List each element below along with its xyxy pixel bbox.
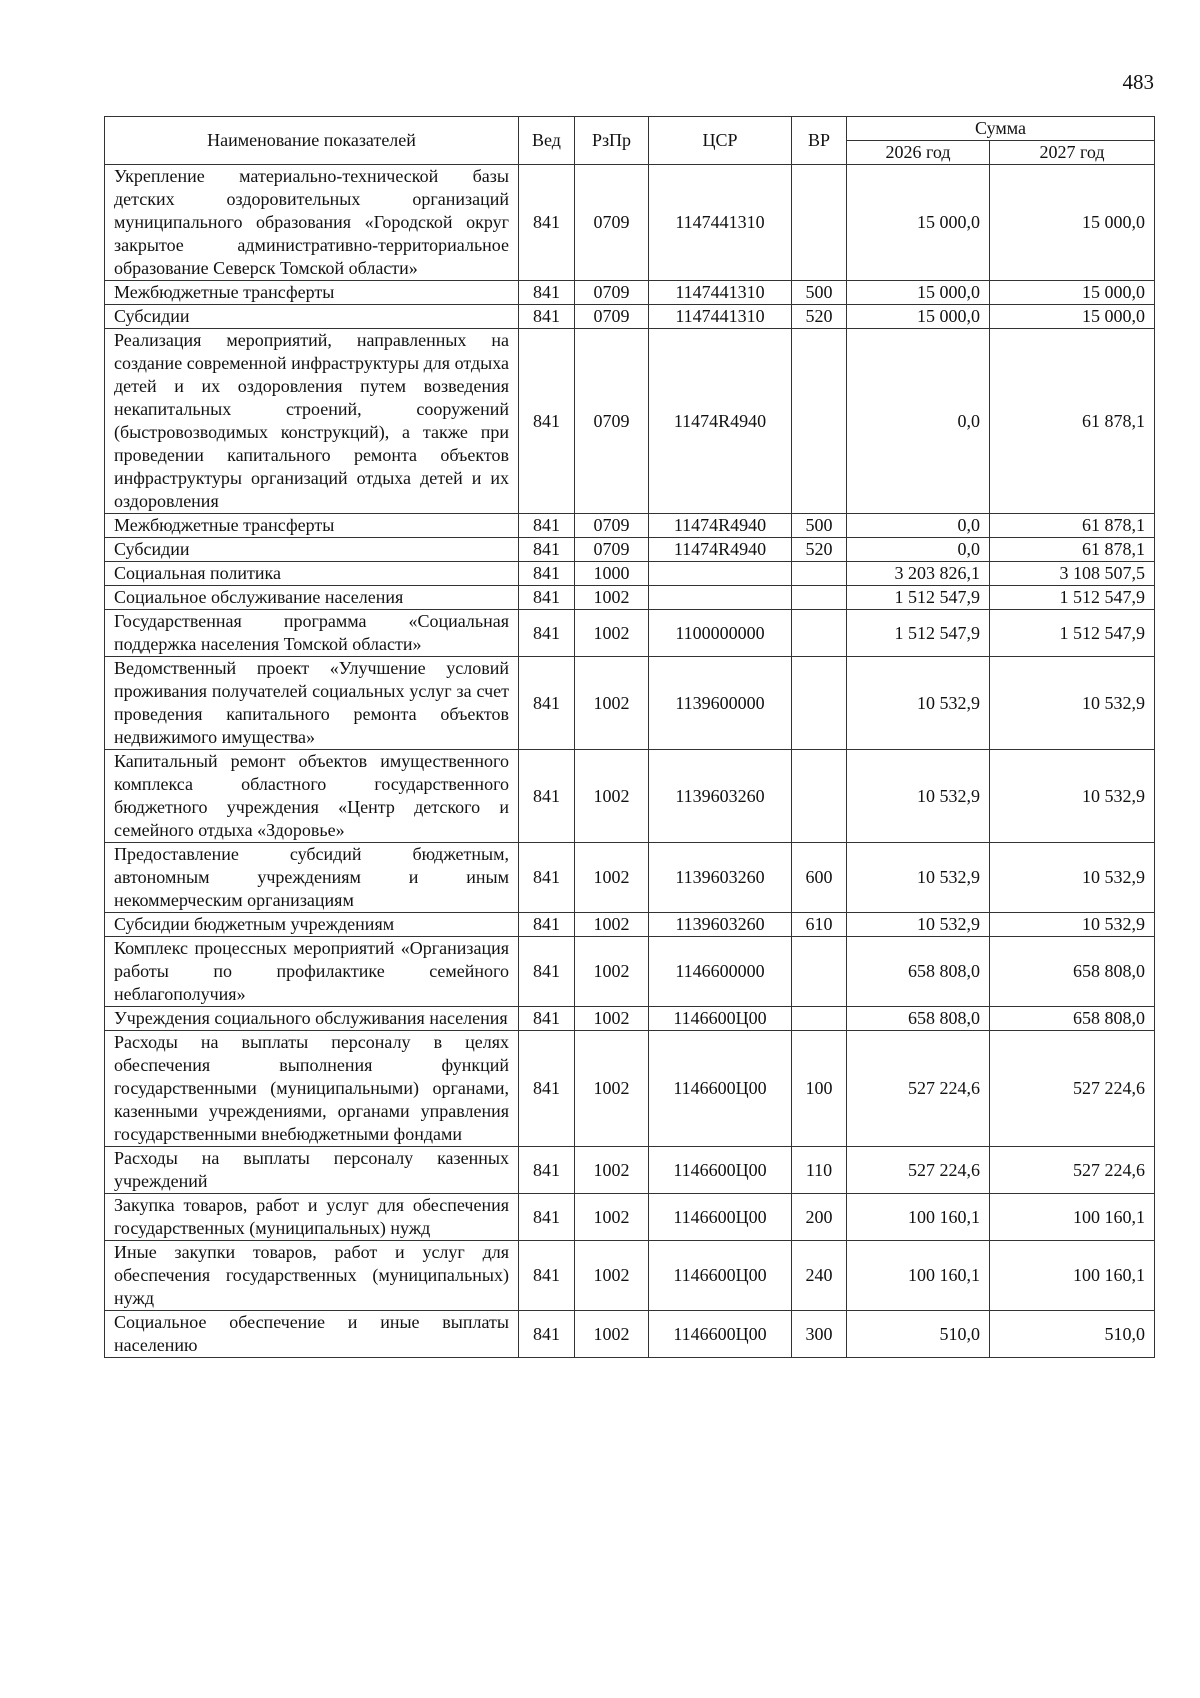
cell-csr: 1146600Ц00 xyxy=(649,1311,792,1358)
cell-sum-2026: 100 160,1 xyxy=(847,1194,990,1241)
cell-rzpr: 0709 xyxy=(575,165,649,281)
cell-csr: 1139600000 xyxy=(649,657,792,750)
table-row xyxy=(105,913,1155,937)
table-row xyxy=(105,750,1155,843)
cell-sum-2026: 510,0 xyxy=(847,1311,990,1358)
cell-sum-2027: 510,0 xyxy=(990,1311,1155,1358)
cell-sum-2026: 100 160,1 xyxy=(847,1241,990,1311)
table-row xyxy=(105,843,1155,913)
cell-name: Ведомственный проект «Улучшение условий проживания получателей социальных услуг за счет проведения капитального ремонта объектов недвижимого имущества» xyxy=(105,657,519,750)
cell-csr: 1146600Ц00 xyxy=(649,1147,792,1194)
cell-name: Социальное обслуживание населения xyxy=(105,586,519,610)
table-row xyxy=(105,937,1155,1007)
cell-ved: 841 xyxy=(519,657,575,750)
table-row xyxy=(105,586,1155,610)
cell-sum-2026: 15 000,0 xyxy=(847,165,990,281)
table-row xyxy=(105,538,1155,562)
cell-ved: 841 xyxy=(519,1031,575,1147)
header-name: Наименование показателей xyxy=(105,117,519,165)
cell-csr: 1147441310 xyxy=(649,281,792,305)
cell-ved: 841 xyxy=(519,538,575,562)
table-row xyxy=(105,165,1155,281)
cell-rzpr: 1002 xyxy=(575,1241,649,1311)
cell-ved: 841 xyxy=(519,165,575,281)
cell-sum-2026: 15 000,0 xyxy=(847,305,990,329)
cell-rzpr: 0709 xyxy=(575,514,649,538)
cell-name: Субсидии xyxy=(105,538,519,562)
cell-rzpr: 1002 xyxy=(575,657,649,750)
cell-ved: 841 xyxy=(519,843,575,913)
table-row xyxy=(105,610,1155,657)
cell-vr: 100 xyxy=(792,1031,847,1147)
cell-rzpr: 1002 xyxy=(575,937,649,1007)
cell-rzpr: 1002 xyxy=(575,1007,649,1031)
cell-name: Государственная программа «Социальная поддержка населения Томской области» xyxy=(105,610,519,657)
cell-rzpr: 0709 xyxy=(575,281,649,305)
cell-csr: 1139603260 xyxy=(649,913,792,937)
table-row xyxy=(105,657,1155,750)
cell-name: Расходы на выплаты персоналу казенных учреждений xyxy=(105,1147,519,1194)
header-year-2027: 2027 год xyxy=(990,141,1155,165)
table-body xyxy=(105,165,1155,1358)
cell-sum-2027: 10 532,9 xyxy=(990,843,1155,913)
cell-ved: 841 xyxy=(519,562,575,586)
cell-sum-2027: 658 808,0 xyxy=(990,1007,1155,1031)
cell-rzpr: 1002 xyxy=(575,1311,649,1358)
cell-ved: 841 xyxy=(519,329,575,514)
cell-sum-2026: 0,0 xyxy=(847,514,990,538)
cell-csr: 1146600Ц00 xyxy=(649,1241,792,1311)
cell-sum-2027: 527 224,6 xyxy=(990,1031,1155,1147)
cell-ved: 841 xyxy=(519,1147,575,1194)
table-row xyxy=(105,329,1155,514)
cell-sum-2027: 15 000,0 xyxy=(990,165,1155,281)
cell-csr: 11474R4940 xyxy=(649,538,792,562)
cell-sum-2026: 658 808,0 xyxy=(847,1007,990,1031)
cell-sum-2027: 100 160,1 xyxy=(990,1194,1155,1241)
table-row xyxy=(105,1147,1155,1194)
table-row xyxy=(105,514,1155,538)
cell-ved: 841 xyxy=(519,1007,575,1031)
cell-vr xyxy=(792,329,847,514)
cell-vr: 500 xyxy=(792,281,847,305)
cell-sum-2026: 527 224,6 xyxy=(847,1147,990,1194)
cell-csr: 11474R4940 xyxy=(649,514,792,538)
cell-csr xyxy=(649,562,792,586)
cell-csr: 1146600Ц00 xyxy=(649,1007,792,1031)
cell-vr xyxy=(792,1007,847,1031)
cell-rzpr: 1002 xyxy=(575,610,649,657)
cell-name: Межбюджетные трансферты xyxy=(105,514,519,538)
table-header xyxy=(105,117,1155,165)
cell-csr xyxy=(649,586,792,610)
cell-ved: 841 xyxy=(519,1311,575,1358)
cell-ved: 841 xyxy=(519,750,575,843)
cell-sum-2026: 658 808,0 xyxy=(847,937,990,1007)
cell-sum-2027: 61 878,1 xyxy=(990,538,1155,562)
cell-vr: 600 xyxy=(792,843,847,913)
header-sum: Сумма xyxy=(847,117,1155,141)
cell-name: Учреждения социального обслуживания населения xyxy=(105,1007,519,1031)
cell-csr: 1100000000 xyxy=(649,610,792,657)
cell-sum-2026: 1 512 547,9 xyxy=(847,586,990,610)
cell-ved: 841 xyxy=(519,305,575,329)
cell-name: Субсидии xyxy=(105,305,519,329)
cell-sum-2027: 658 808,0 xyxy=(990,937,1155,1007)
cell-sum-2027: 61 878,1 xyxy=(990,329,1155,514)
cell-sum-2027: 3 108 507,5 xyxy=(990,562,1155,586)
cell-rzpr: 1002 xyxy=(575,1147,649,1194)
cell-rzpr: 1002 xyxy=(575,750,649,843)
cell-sum-2027: 527 224,6 xyxy=(990,1147,1155,1194)
cell-sum-2026: 10 532,9 xyxy=(847,657,990,750)
cell-ved: 841 xyxy=(519,281,575,305)
cell-sum-2026: 10 532,9 xyxy=(847,843,990,913)
cell-ved: 841 xyxy=(519,1194,575,1241)
cell-sum-2027: 100 160,1 xyxy=(990,1241,1155,1311)
cell-sum-2027: 10 532,9 xyxy=(990,750,1155,843)
cell-sum-2026: 10 532,9 xyxy=(847,750,990,843)
cell-sum-2026: 0,0 xyxy=(847,538,990,562)
cell-name: Социальное обеспечение и иные выплаты населению xyxy=(105,1311,519,1358)
header-rzpr: РзПр xyxy=(575,117,649,165)
cell-sum-2027: 1 512 547,9 xyxy=(990,586,1155,610)
cell-vr xyxy=(792,562,847,586)
cell-csr: 1147441310 xyxy=(649,165,792,281)
cell-name: Капитальный ремонт объектов имущественного комплекса областного государственного бюджетного учреждения «Центр детского и семейного отдыха «Здоровье» xyxy=(105,750,519,843)
table-row xyxy=(105,1311,1155,1358)
cell-vr: 520 xyxy=(792,538,847,562)
cell-sum-2026: 15 000,0 xyxy=(847,281,990,305)
cell-csr: 1147441310 xyxy=(649,305,792,329)
cell-vr: 240 xyxy=(792,1241,847,1311)
cell-vr xyxy=(792,937,847,1007)
header-ved: Вед xyxy=(519,117,575,165)
cell-csr: 11474R4940 xyxy=(649,329,792,514)
cell-rzpr: 0709 xyxy=(575,329,649,514)
cell-rzpr: 1002 xyxy=(575,913,649,937)
cell-vr: 500 xyxy=(792,514,847,538)
header-csr: ЦСР xyxy=(649,117,792,165)
cell-sum-2027: 61 878,1 xyxy=(990,514,1155,538)
cell-name: Укрепление материально-технической базы детских оздоровительных организаций муниципального образования «Городской округ закрытое административно-территориальное образование Северск Томской области» xyxy=(105,165,519,281)
cell-ved: 841 xyxy=(519,1241,575,1311)
cell-rzpr: 0709 xyxy=(575,305,649,329)
cell-vr: 300 xyxy=(792,1311,847,1358)
cell-vr: 520 xyxy=(792,305,847,329)
table-row xyxy=(105,305,1155,329)
cell-ved: 841 xyxy=(519,514,575,538)
header-year-2026: 2026 год xyxy=(847,141,990,165)
cell-sum-2026: 3 203 826,1 xyxy=(847,562,990,586)
header-vr: ВР xyxy=(792,117,847,165)
table-row xyxy=(105,1194,1155,1241)
cell-sum-2027: 10 532,9 xyxy=(990,657,1155,750)
cell-csr: 1146600000 xyxy=(649,937,792,1007)
cell-vr xyxy=(792,750,847,843)
cell-vr xyxy=(792,165,847,281)
cell-name: Межбюджетные трансферты xyxy=(105,281,519,305)
cell-csr: 1139603260 xyxy=(649,750,792,843)
cell-sum-2026: 10 532,9 xyxy=(847,913,990,937)
cell-ved: 841 xyxy=(519,586,575,610)
cell-rzpr: 1000 xyxy=(575,562,649,586)
cell-rzpr: 1002 xyxy=(575,843,649,913)
cell-rzpr: 0709 xyxy=(575,538,649,562)
cell-sum-2026: 0,0 xyxy=(847,329,990,514)
table-row xyxy=(105,1031,1155,1147)
cell-name: Иные закупки товаров, работ и услуг для обеспечения государственных (муниципальных) нужд xyxy=(105,1241,519,1311)
cell-ved: 841 xyxy=(519,913,575,937)
table-row xyxy=(105,562,1155,586)
cell-name: Реализация мероприятий, направленных на создание современной инфраструктуры для отдыха детей и их оздоровления путем возведения некапитальных строений, сооружений (быстровозводимых конструкций), а также при проведении капитального ремонта объектов инфраструктуры организаций отдыха детей и их оздоровления xyxy=(105,329,519,514)
budget-table xyxy=(104,116,1155,1358)
cell-name: Предоставление субсидий бюджетным, автономным учреждениям и иным некоммерческим организациям xyxy=(105,843,519,913)
table-row xyxy=(105,281,1155,305)
cell-name: Закупка товаров, работ и услуг для обеспечения государственных (муниципальных) нужд xyxy=(105,1194,519,1241)
cell-name: Расходы на выплаты персоналу в целях обеспечения выполнения функций государственными (муниципальными) органами, казенными учреждениями, органами управления государственными внебюджетными фондами xyxy=(105,1031,519,1147)
cell-sum-2026: 527 224,6 xyxy=(847,1031,990,1147)
cell-vr: 610 xyxy=(792,913,847,937)
cell-name: Субсидии бюджетным учреждениям xyxy=(105,913,519,937)
cell-rzpr: 1002 xyxy=(575,1031,649,1147)
page-number: 483 xyxy=(1122,70,1154,94)
cell-csr: 1139603260 xyxy=(649,843,792,913)
cell-name: Социальная политика xyxy=(105,562,519,586)
cell-ved: 841 xyxy=(519,610,575,657)
cell-sum-2026: 1 512 547,9 xyxy=(847,610,990,657)
table-row xyxy=(105,1007,1155,1031)
cell-sum-2027: 10 532,9 xyxy=(990,913,1155,937)
cell-sum-2027: 15 000,0 xyxy=(990,305,1155,329)
table-row xyxy=(105,1241,1155,1311)
cell-vr: 200 xyxy=(792,1194,847,1241)
cell-vr xyxy=(792,610,847,657)
cell-vr xyxy=(792,657,847,750)
cell-csr: 1146600Ц00 xyxy=(649,1194,792,1241)
cell-ved: 841 xyxy=(519,937,575,1007)
cell-vr xyxy=(792,586,847,610)
cell-sum-2027: 15 000,0 xyxy=(990,281,1155,305)
cell-vr: 110 xyxy=(792,1147,847,1194)
cell-csr: 1146600Ц00 xyxy=(649,1031,792,1147)
cell-rzpr: 1002 xyxy=(575,1194,649,1241)
cell-sum-2027: 1 512 547,9 xyxy=(990,610,1155,657)
cell-name: Комплекс процессных мероприятий «Организация работы по профилактике семейного неблагополучия» xyxy=(105,937,519,1007)
cell-rzpr: 1002 xyxy=(575,586,649,610)
